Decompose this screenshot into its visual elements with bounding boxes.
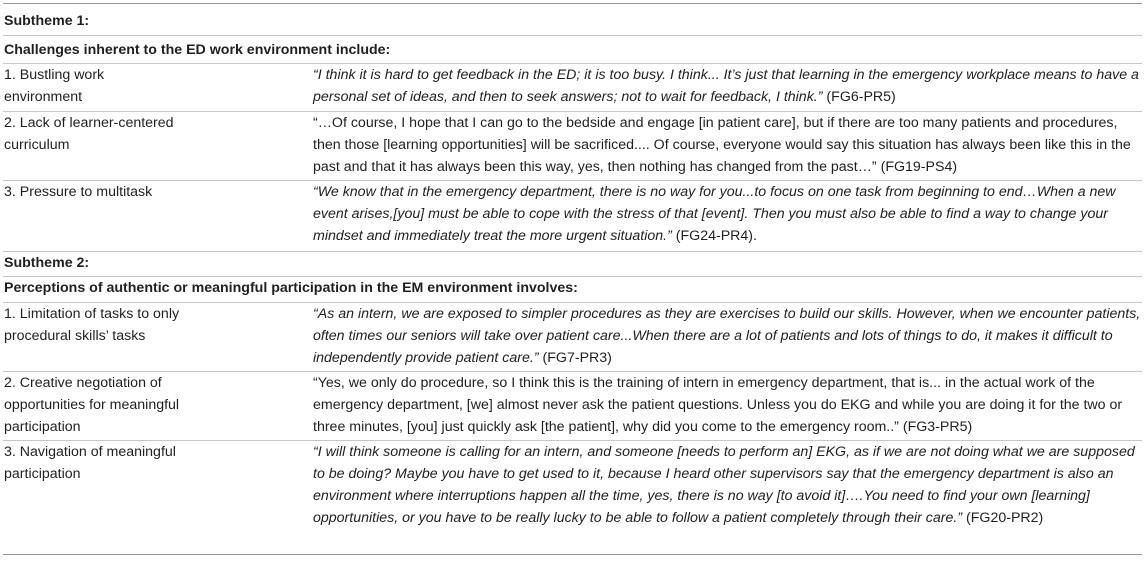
table-top-rule bbox=[3, 3, 1142, 4]
table-row-quote bbox=[313, 64, 1143, 108]
table-row-quote bbox=[313, 181, 1143, 247]
quote-reference: (FG20-PR2) bbox=[966, 510, 1044, 526]
table-row-quote bbox=[313, 372, 1143, 438]
quote-text: “…Of course, I hope that I can go to the bedside and engage [in patient care], but if there are too many patients and procedures, then those [learning opportunities] will be sacrificed.... Of course, everyone would say this situation has always been like this in the past and that it has always been this way, yes, then nothing has changed from the past…” bbox=[313, 115, 1131, 175]
label-line: curriculum bbox=[4, 137, 70, 153]
quote-reference: (FG3-PR5) bbox=[902, 419, 973, 435]
quote-reference: (FG6-PR5) bbox=[826, 89, 896, 105]
divider bbox=[3, 251, 1142, 252]
label-line: participation bbox=[4, 466, 81, 482]
subtheme-2-title: Subtheme 2: bbox=[4, 255, 90, 271]
table-row-quote bbox=[313, 441, 1143, 529]
table-row-quote bbox=[313, 112, 1143, 178]
label-line: opportunities for meaningful bbox=[4, 397, 180, 413]
quote-reference: (FG19-PS4) bbox=[880, 159, 958, 175]
table-bottom-rule bbox=[3, 554, 1142, 555]
quote-text: “I will think someone is calling for an intern, and someone [needs to perform an] EKG, as if we are not doing what we are supposed to be doing? Maybe you have to get used to it, because I heard other supervisors say that the emergency department is also an environment where interruptions happen all the time, yes, there is no way [to avoid it]….You need to find your own [learning] opportunities, or you have to be really lucky to be able to follow a patient completely through their care.” bbox=[313, 444, 1135, 526]
label-line: 2. Lack of learner-centered bbox=[4, 115, 174, 131]
subtheme-1-heading: Challenges inherent to the ED work environment include: bbox=[4, 42, 391, 58]
table-row-label bbox=[4, 181, 294, 203]
table-row-label bbox=[4, 372, 294, 438]
quote-text: “I think it is hard to get feedback in the ED; it is too busy. I think... It’s just that learning in the emergency workplace means to have a personal set of ideas, and then to seek answers; not to wait for feedback, I think.” bbox=[313, 67, 1139, 105]
label-line: environment bbox=[4, 89, 83, 105]
quote-reference: (FG24-PR4). bbox=[675, 228, 757, 244]
label-line: 2. Creative negotiation of bbox=[4, 375, 162, 391]
label-line: 1. Bustling work bbox=[4, 67, 105, 83]
quote-text: “Yes, we only do procedure, so I think this is the training of intern in emergency department, that is... in the actual work of the emergency department, [we] almost never ask the patient questions. Unless you do EKG and while you are doing it for the two or three minutes, [you] just quickly ask [the patient], why did you come to the emergency room..” bbox=[313, 375, 1123, 435]
subtheme-1-title: Subtheme 1: bbox=[4, 13, 90, 29]
table-row-quote bbox=[313, 303, 1143, 369]
table-row-label bbox=[4, 303, 294, 347]
label-line: 3. Navigation of meaningful bbox=[4, 444, 176, 460]
quote-text: “As an intern, we are exposed to simpler procedures as they are exercises to build our skills. However, when we encounter patients, often times our seniors will take over patient care...When there are a lot of patients and lots of things to do, it makes it difficult to independently provide patient care.” bbox=[313, 306, 1141, 366]
table-row-label bbox=[4, 112, 294, 156]
subtheme-2-heading: Perceptions of authentic or meaningful participation in the EM environment involves: bbox=[4, 280, 578, 296]
label-line: 3. Pressure to multitask bbox=[4, 184, 153, 200]
table-row-label bbox=[4, 64, 294, 108]
label-line: 1. Limitation of tasks to only bbox=[4, 306, 180, 322]
label-line: participation bbox=[4, 419, 81, 435]
table-row-label bbox=[4, 441, 294, 485]
quote-reference: (FG7-PR3) bbox=[542, 350, 612, 366]
label-line: procedural skills’ tasks bbox=[4, 328, 146, 344]
divider bbox=[3, 35, 1142, 36]
quote-text: “We know that in the emergency department, there is no way for you...to focus on one task from beginning to end…When a new event arises,[you] must be able to cope with the stress of that [event]. Then you must also be able to find a way to change your mindset and immediately treat the more urgent situation.” bbox=[313, 184, 1116, 244]
